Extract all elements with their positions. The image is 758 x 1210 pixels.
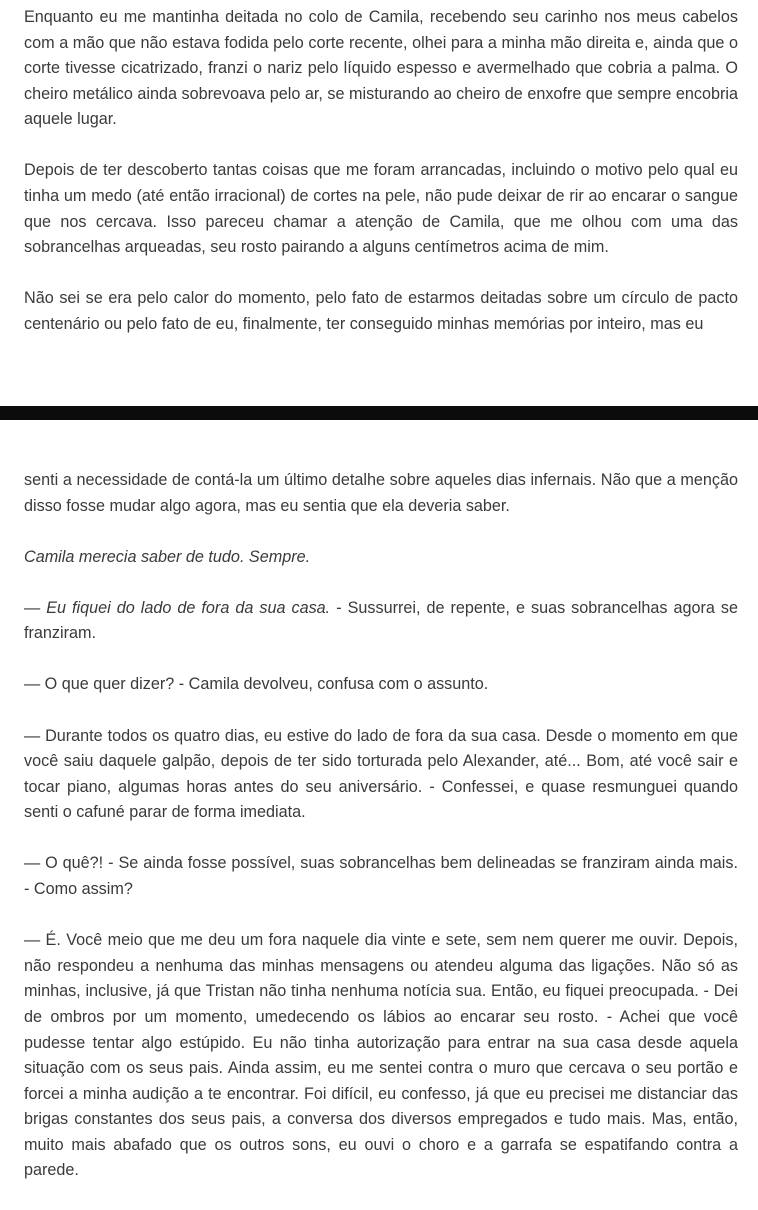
dialogue-paragraph: — Durante todos os quatro dias, eu estive do lado de fora da sua casa. Desde o momento em que você saiu daquele galpão, depois de ter sido torturada pelo Alexander, até... Bom, até você sair e tocar piano, algumas horas antes do seu aniversário. - Confessei, e quase resmunguei quando senti o cafuné parar de forma imediata. [24,726,738,822]
dialogue-paragraph [24,596,738,647]
italic-text: Eu fiquei do lado de fora da sua casa. [46,598,331,617]
paragraph-italic [24,545,738,571]
italic-text: Camila merecia saber de tudo. Sempre. [24,547,311,566]
paragraph: Depois de ter descoberto tantas coisas que me foram arrancadas, incluindo o motivo pelo qual eu tinha um medo (até então irracional) de cortes na pele, não pude deixar de rir ao encarar o sangue que nos cercava. Isso pareceu chamar a atenção de Camila, que me olhou com uma das sobrancelhas arqueadas, seu rosto pairando a alguns centímetros acima de mim. [24,161,738,257]
paragraph: Não sei se era pelo calor do momento, pelo fato de estarmos deitadas sobre um círculo de pacto centenário ou pelo fato de eu, finalmente, ter conseguido minhas memórias por inteiro, mas eu [24,289,738,333]
dialogue-paragraph: — O quê?! - Se ainda fosse possível, suas sobrancelhas bem delineadas se franziram ainda mais. - Como assim? [24,854,738,899]
paragraph: Enquanto eu me mantinha deitada no colo de Camila, recebendo seu carinho nos meus cabelos com a mão que não estava fodida pelo corte recente, olhei para a minha mão direita e, ainda que o corte tivesse cicatrizado, franzi o nariz pelo líquido espesso e avermelhado que cobria a palma. O cheiro metálico ainda sobrevoava pelo ar, se misturando ao cheiro de enxofre que sempre encobria aquele lugar. [24,8,738,129]
narration-text: - Sussurrei, de repente, e suas sobrancelhas agora se franziram. [24,598,739,643]
page-divider [0,406,758,420]
dialogue-paragraph: — O que quer dizer? - Camila devolveu, confusa com o assunto. [24,675,489,694]
bottom-page-text [24,468,738,1210]
paragraph: senti a necessidade de contá-la um último detalhe sobre aqueles dias infernais. Não que a menção disso fosse mudar algo agora, mas eu sentia que ela deveria saber. [24,471,738,515]
dialogue-paragraph: — É. Você meio que me deu um fora naquele dia vinte e sete, sem nem querer me ouvir. Depois, não respondeu a nenhuma das minhas mensagens ou atendeu alguma das ligações. Não só as minhas, inclusive, já que Tristan não tinha nenhuma notícia sua. Então, eu fiquei preocupada. - Dei de ombros por um momento, umedecendo os lábios ao encarar seu rosto. - Achei que você pudesse tentar algo estúpido. Eu não tinha autorização para entrar na sua casa desde aquela situação com os seus pais. Ainda assim, eu me sentei contra o muro que cercava o seu portão e forcei a minha audição a te encontrar. Foi difícil, eu confesso, já que eu precisei me distanciar das brigas constantes dos seus pais, a conversa dos diversos empregados e tudo mais. Mas, então, muito mais abafado que os outros sons, eu ouvi o choro e a garrafa se espatifando contra a parede. [24,931,738,1180]
top-page-text [24,5,738,363]
dash: — [24,598,47,617]
